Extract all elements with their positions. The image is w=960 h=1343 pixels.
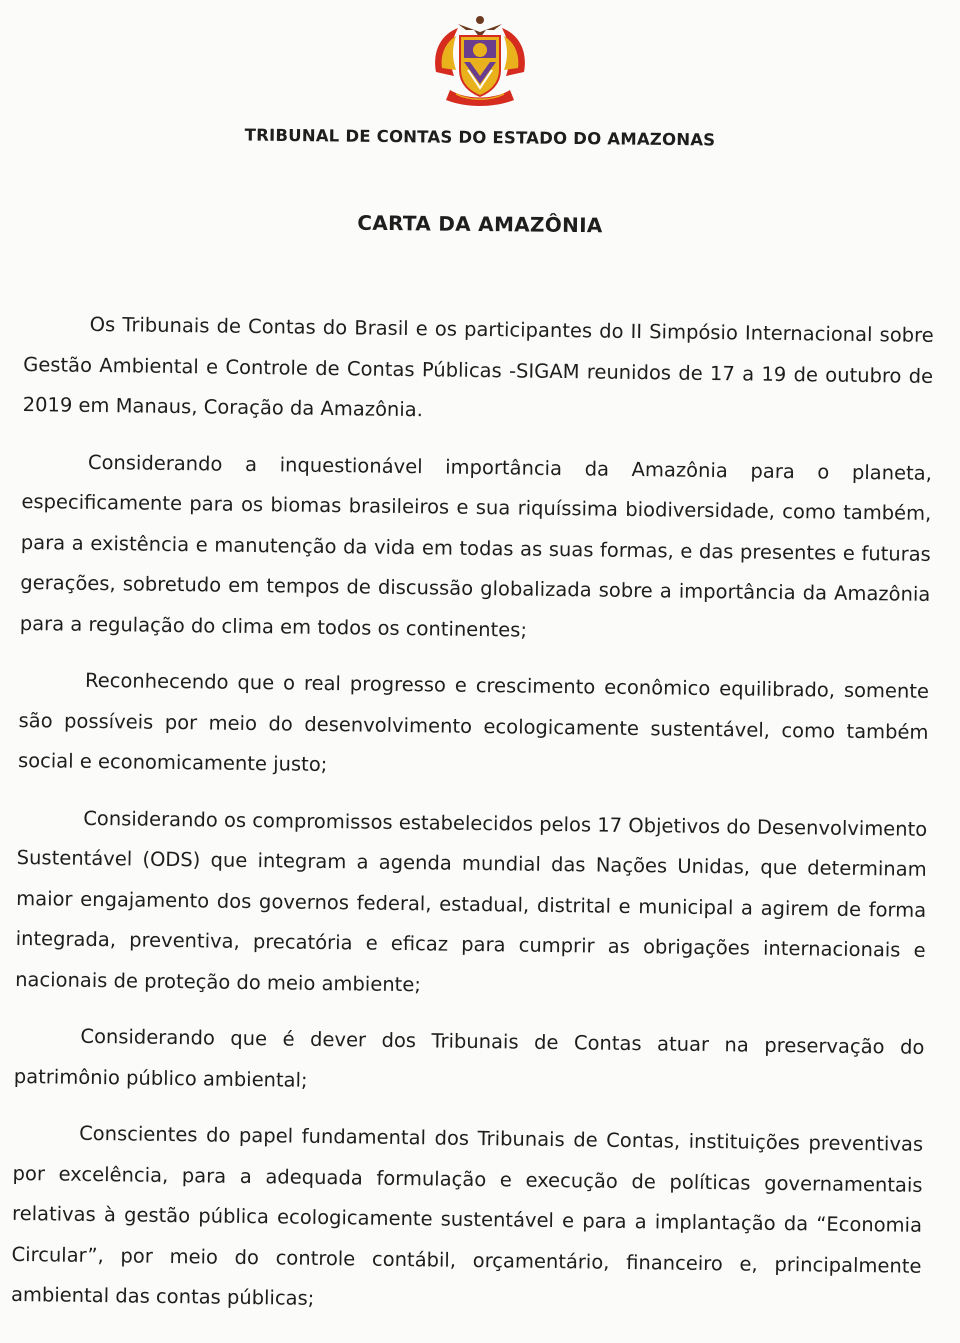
paragraph-considerando-dever: Considerando que é dever dos Tribunais de Contas atuar na preservação do patrimônio público ambiental; xyxy=(13,1024,925,1092)
paragraph-intro: Os Tribunais de Contas do Brasil e os participantes do II Simpósio Internacional sobre Gestão Ambiental e Controle de Contas Públicas -SIGAM reunidos de 17 a 19 de outubro de 2019 em Manaus, Coração da Amazônia. xyxy=(22,312,934,422)
document-title: CARTA DA AMAZÔNIA xyxy=(357,210,603,238)
paragraph-considerando-ods: Considerando os compromissos estabelecidos pelos 17 Objetivos do Desenvolvimento Sustentável (ODS) que integram a agenda mundial das Nações Unidas, que determinam maior engajamento dos governos federal, estadual, distrital e municipal a agirem de forma integrada, preventiva, precatória e eficaz para cumprir as obrigações internacionais e nacionais de proteção do meio ambiente; xyxy=(15,806,928,996)
paragraph-reconhecendo: Reconhecendo que o real progresso e crescimento econômico equilibrado, somente são possíveis por meio do desenvolvimento ecologicamente sustentável, como também social e economicamente justo; xyxy=(17,668,930,777)
paragraph-conscientes: Conscientes do papel fundamental dos Tribunais de Contas, instituições preventivas por excelência, para a adequada formulação e execução de políticas governamentais relativas à gestão pública ecologicamente sustentável e para a implantação da “Economia Circular”, por meio do controle contábil, orçamentário, financeiro e, principalmente ambiental das contas públicas; xyxy=(10,1121,924,1310)
coat-of-arms-icon xyxy=(428,10,532,110)
paragraph-considerando-importancia: Considerando a inquestionável importância da Amazônia para o planeta, especificamente para os biomas brasileiros e sua riquíssima biodiversidade, como também, para a existência e manutenção da vida em todas as suas formas, e das presentes e futuras gerações, sobretudo em tempos de discussão globalizada sobre a importância da Amazônia para a regulação do clima em todos os continentes; xyxy=(19,450,933,642)
document-body xyxy=(11,304,934,1343)
institution-name: TRIBUNAL DE CONTAS DO ESTADO DO AMAZONAS xyxy=(244,125,716,150)
